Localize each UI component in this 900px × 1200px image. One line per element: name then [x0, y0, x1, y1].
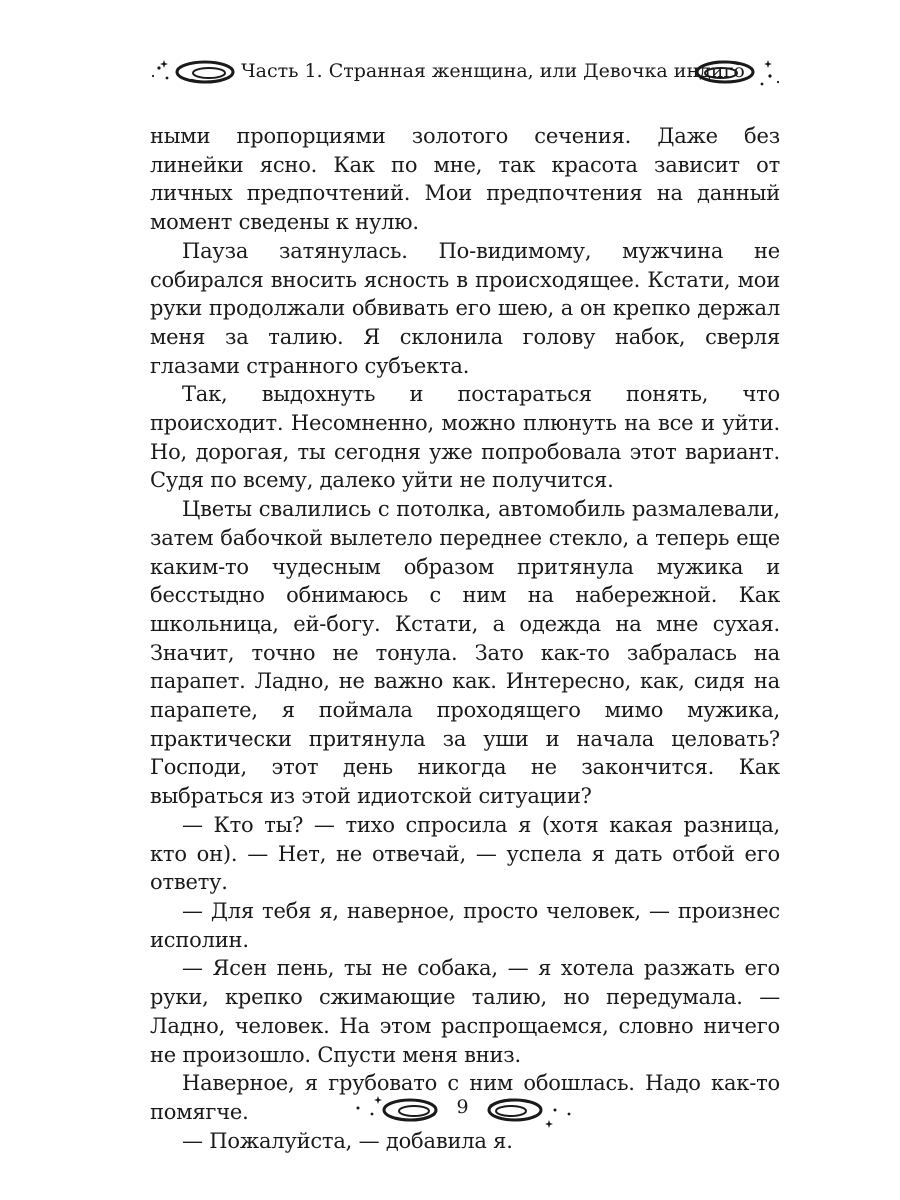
running-header [145, 52, 785, 92]
paragraph: Наверное, я грубовато с ним обошлась. Надо как-то помягче. [150, 1071, 780, 1124]
dialogue-paragraph: — Пожалуйста, — добавила я. [182, 1128, 513, 1153]
paragraph: Цветы свалились с потолка, автомобиль размалевали, затем бабочкой вылетело переднее стекло, а теперь еще каким-то чудесным образом притянула мужика и бесстыдно обнимаюсь с ним на набережной. Как школьница, ей-богу. Кстати, а одежда на мне сухая. Значит, точно не тонула. Зато как-то забралась на парапет. Ладно, не важно как. Интересно, как, сидя на парапете, я поймала проходящего мимо мужика, практически притянула за уши и начала целовать? Господи, этот день никогда не закончится. Как выбраться из этой идиотской ситуации? [150, 497, 780, 809]
page-body [150, 122, 780, 1155]
dialogue-paragraph: — Для тебя я, наверное, просто человек, — произнес исполин. [150, 898, 780, 952]
chapter-title: Часть 1. Странная женщина, или Девочка индиго [241, 60, 745, 82]
swirl-ornament-left-icon [145, 52, 240, 92]
swirl-ornament-footer-right-icon [485, 1090, 575, 1130]
paragraph: ными пропорциями золотого сечения. Даже без линейки ясно. Как по мне, так красота зависит от личных предпочтений. Мои предпочтения на данный момент сведены к нулю. [150, 124, 780, 235]
dialogue-paragraph: — Кто ты? — тихо спросила я (хотя какая разница, кто он). — Нет, не отвечай, — успела я дать отбой его ответу. [150, 812, 780, 895]
page-number: 9 [456, 1096, 469, 1118]
dialogue-paragraph: — Ясен пень, ты не собака, — я хотела разжать его руки, крепко сжимающие талию, но передумала. — Ладно, человек. На этом распрощаемся, словно ничего не произошло. Спусти меня вниз. [150, 956, 780, 1067]
swirl-ornament-right-icon [690, 52, 785, 92]
paragraph: Пауза затянулась. По-видимому, мужчина не собирался вносить ясность в происходящее. Кстати, мои руки продолжали обвивать его шею, а он крепко держал меня за талию. Я склонила голову набок, сверля глазами странного субъекта. [150, 238, 780, 378]
paragraph: Так, выдохнуть и постараться понять, что происходит. Несомненно, можно плюнуть на все и уйти. Но, дорогая, ты сегодня уже попробовала этот вариант. Судя по всему, далеко уйти не получится. [150, 382, 780, 493]
page-footer [350, 1090, 575, 1130]
